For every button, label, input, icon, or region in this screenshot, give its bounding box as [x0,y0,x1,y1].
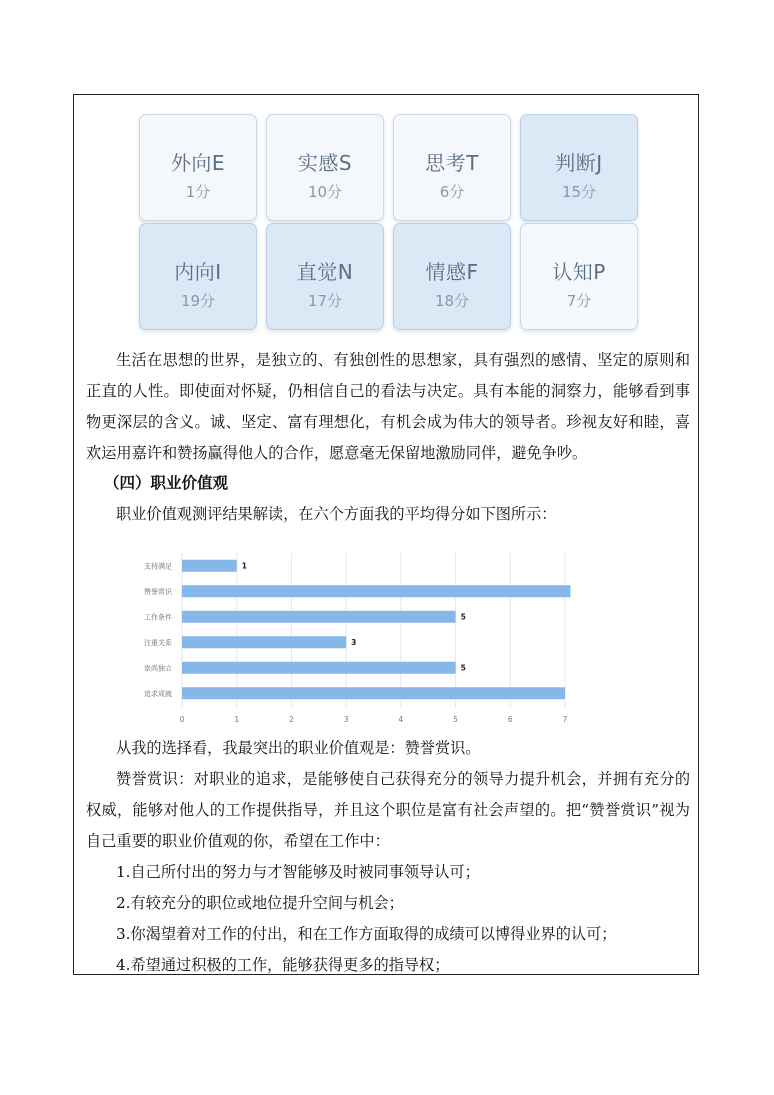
data-label: 5 [460,612,466,622]
bar [182,560,237,572]
mbti-card-feeling [393,223,511,330]
bar [182,687,565,699]
section-heading: （四）职业价值观 [104,474,229,492]
list-item: 3.你渴望着对工作的付出，和在工作方面取得的成绩可以博得业界的认可； [116,925,617,943]
mbti-card-score: 1分 [185,183,211,201]
data-label: 5 [460,663,466,673]
x-tick-label: 7 [562,715,568,724]
mbti-card-name: 内向I [174,260,222,284]
category-label: 赞誉赏识 [144,587,172,596]
mbti-card-score: 7分 [566,292,592,310]
personality-paragraph: 生活在思想的世界，是独立的、有独创性的思想家，具有强烈的感情、坚定的原则和正直的人性。即使面对怀疑，仍相信自己的看法与决定。具有本能的洞察力，能够看到事物更深层的含义。诚、坚定、富有理想化，有机会成为伟大的领导者。珍视友好和睦，喜欢运用嘉许和赞扬赢得他人的合作，愿意毫无保留地激励同伴，避免争吵。 [86,351,690,462]
mbti-card-name: 实感S [297,151,353,175]
x-tick-label: 1 [234,715,240,724]
x-tick-label: 4 [398,715,404,724]
mbti-card-perceiving [520,223,638,330]
mbti-card-introvert [139,223,257,330]
bar [182,636,346,648]
mbti-card-name: 思考T [425,151,479,175]
mbti-result-grid [139,114,636,330]
category-label: 追求成就 [144,689,172,698]
mbti-card-score: 15分 [561,183,597,201]
personality-description [86,345,690,469]
mbti-card-judging [520,114,638,221]
x-tick-label: 2 [289,715,294,724]
mbti-card-thinking [393,114,511,221]
mbti-card-score: 18分 [434,292,470,310]
result-line: 从我的选择看，我最突出的职业价值观是：赞誉赏识。 [116,739,481,757]
mbti-card-intuition [266,223,384,330]
category-label: 注重关系 [144,638,172,647]
bar [182,611,456,623]
x-tick-label: 3 [343,715,349,724]
x-tick-label: 6 [507,715,513,724]
data-label: 1 [241,561,247,571]
category-label: 崇尚独立 [144,664,172,673]
data-label: 3 [351,637,357,647]
mbti-card-score: 17分 [307,292,343,310]
mbti-card-name: 直觉N [296,260,354,284]
category-label: 工作条件 [144,613,172,622]
mbti-card-score: 10分 [307,183,343,201]
x-tick-label: 0 [179,715,185,724]
explain-paragraph: 赞誉赏识：对职业的追求，是能够使自己获得充分的领导力提升机会，并拥有充分的权威，能够对他人的工作提供指导，并且这个职位是富有社会声望的。把“赞誉赏识”视为自己重要的职业价值观的你，希望在工作中： [86,770,690,850]
chart-intro-text: 职业价值观测评结果解读，在六个方面我的平均得分如下图所示： [116,505,557,523]
career-values-chart [105,545,585,735]
mbti-card-extravert [139,114,257,221]
mbti-card-sensing [266,114,384,221]
mbti-card-name: 认知P [552,260,606,284]
result-block [86,733,690,981]
category-label: 支持满足 [144,562,172,571]
list-item: 4.希望通过积极的工作，能够获得更多的指导权； [116,956,450,974]
mbti-card-name: 判断J [555,151,603,175]
career-values-bar-chart [105,545,585,735]
list-item: 1.自己所付出的努力与才智能够及时被同事领导认可； [116,863,480,881]
list-item: 2.有较充分的职位或地位提升空间与机会； [116,894,404,912]
mbti-card-score: 19分 [180,292,216,310]
mbti-card-score: 6分 [439,183,465,201]
mbti-card-name: 外向E [170,151,226,175]
intro-block [86,499,690,530]
mbti-card-name: 情感F [425,260,479,284]
x-tick-label: 5 [453,715,458,724]
bar [182,662,456,674]
bar [182,585,570,597]
